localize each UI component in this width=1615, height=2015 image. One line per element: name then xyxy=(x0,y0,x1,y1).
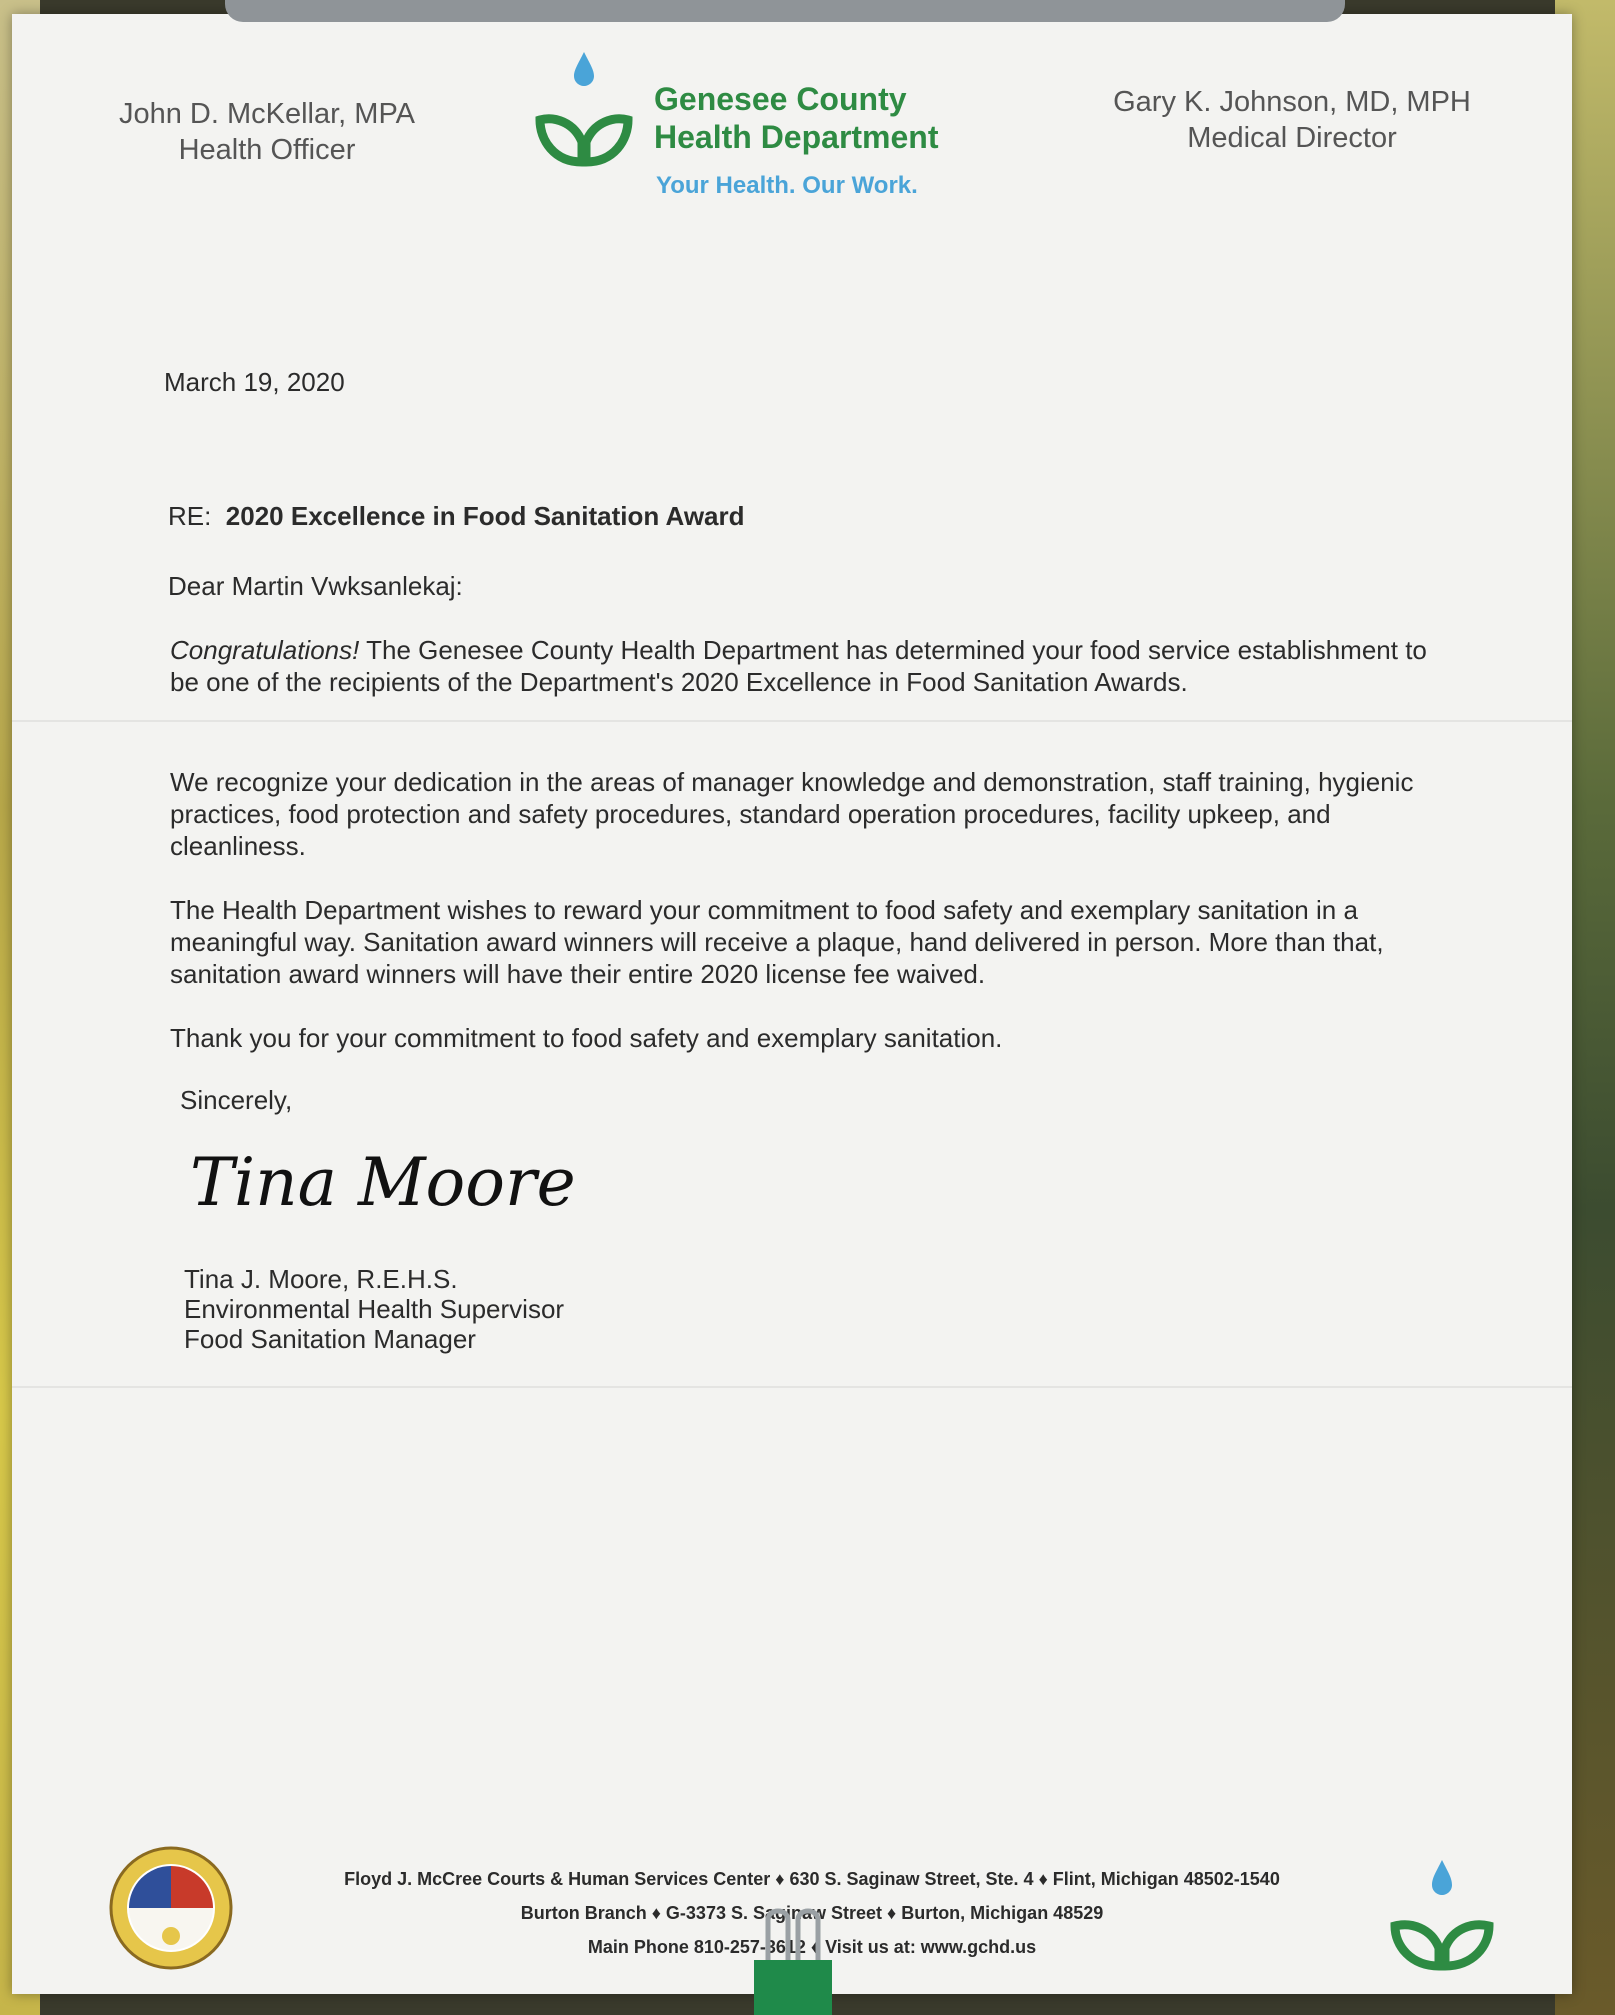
health-officer-name: John D. McKellar, MPA xyxy=(118,98,415,130)
signature-block xyxy=(184,1264,564,1354)
salutation: Dear Martin Vwksanlekaj: xyxy=(168,571,463,601)
medical-director-name: Gary K. Johnson, MD, MPH xyxy=(1113,86,1471,118)
gchd-logo-icon xyxy=(534,42,634,172)
health-officer-block xyxy=(102,96,432,168)
paragraph-3: The Health Department wishes to reward your commitment to food safety and exemplary sanitation in a meaningful way. Sanitation award winners will receive a plaque, hand delivered in person. More than that, sanitation award winners will have their entire 2020 license fee waived. xyxy=(170,895,1384,989)
paragraph-1 xyxy=(170,634,1450,698)
county-seal-icon xyxy=(107,1844,235,1972)
signer-title-2: Food Sanitation Manager xyxy=(184,1324,476,1354)
subject-text: 2020 Excellence in Food Sanitation Award xyxy=(225,501,745,531)
footer-address-branch: Burton Branch ♦ G-3373 S. Saginaw Street ♦ Burton, Michigan 48529 xyxy=(520,1903,1104,1923)
paragraph-1-lead: Congratulations! xyxy=(170,635,360,665)
binder-clip-icon xyxy=(750,1900,836,2015)
signer-title-1: Environmental Health Supervisor xyxy=(184,1294,565,1324)
paragraph-4: Thank you for your commitment to food safety and exemplary sanitation. xyxy=(170,1023,1003,1053)
fold-line xyxy=(12,720,1572,722)
footer-address-main: Floyd J. McCree Courts & Human Services Center ♦ 630 S. Saginaw Street, Ste. 4 ♦ Flint, Michigan 48502-1540 xyxy=(344,1869,1280,1889)
letter-date: March 19, 2020 xyxy=(164,367,345,397)
paragraph-1-body: The Genesee County Health Department has determined your food service establishment to be one of the recipients of the Department's 2020 Excellence in Food Sanitation Awards. xyxy=(170,635,1427,697)
organization-name xyxy=(654,80,939,156)
closing: Sincerely, xyxy=(180,1085,293,1115)
health-officer-title: Health Officer xyxy=(178,134,356,166)
fold-line xyxy=(12,1386,1572,1388)
signature: Tina Moore xyxy=(190,1144,576,1221)
footer-logo-icon xyxy=(1387,1854,1497,1974)
footer-contact: Main Phone 810-257-3612 ♦ Visit us at: www.gchd.us xyxy=(587,1937,1037,1957)
clipboard-clip xyxy=(225,0,1345,22)
letter-page xyxy=(12,14,1572,1994)
medical-director-title: Medical Director xyxy=(1187,122,1397,154)
tagline: Your Health. Our Work. xyxy=(656,172,918,199)
medical-director-block xyxy=(1092,84,1492,156)
organization-name-line1: Genesee County xyxy=(654,81,907,117)
organization-name-line2: Health Department xyxy=(654,119,939,155)
paragraph-2: We recognize your dedication in the areas of manager knowledge and demonstration, staff training, hygienic practices, food protection and safety procedures, standard operation procedures, facility upkeep, and cleanliness. xyxy=(170,767,1414,861)
subject-line xyxy=(168,500,745,532)
signer-name: Tina J. Moore, R.E.H.S. xyxy=(184,1264,458,1294)
subject-label: RE: xyxy=(168,501,212,531)
